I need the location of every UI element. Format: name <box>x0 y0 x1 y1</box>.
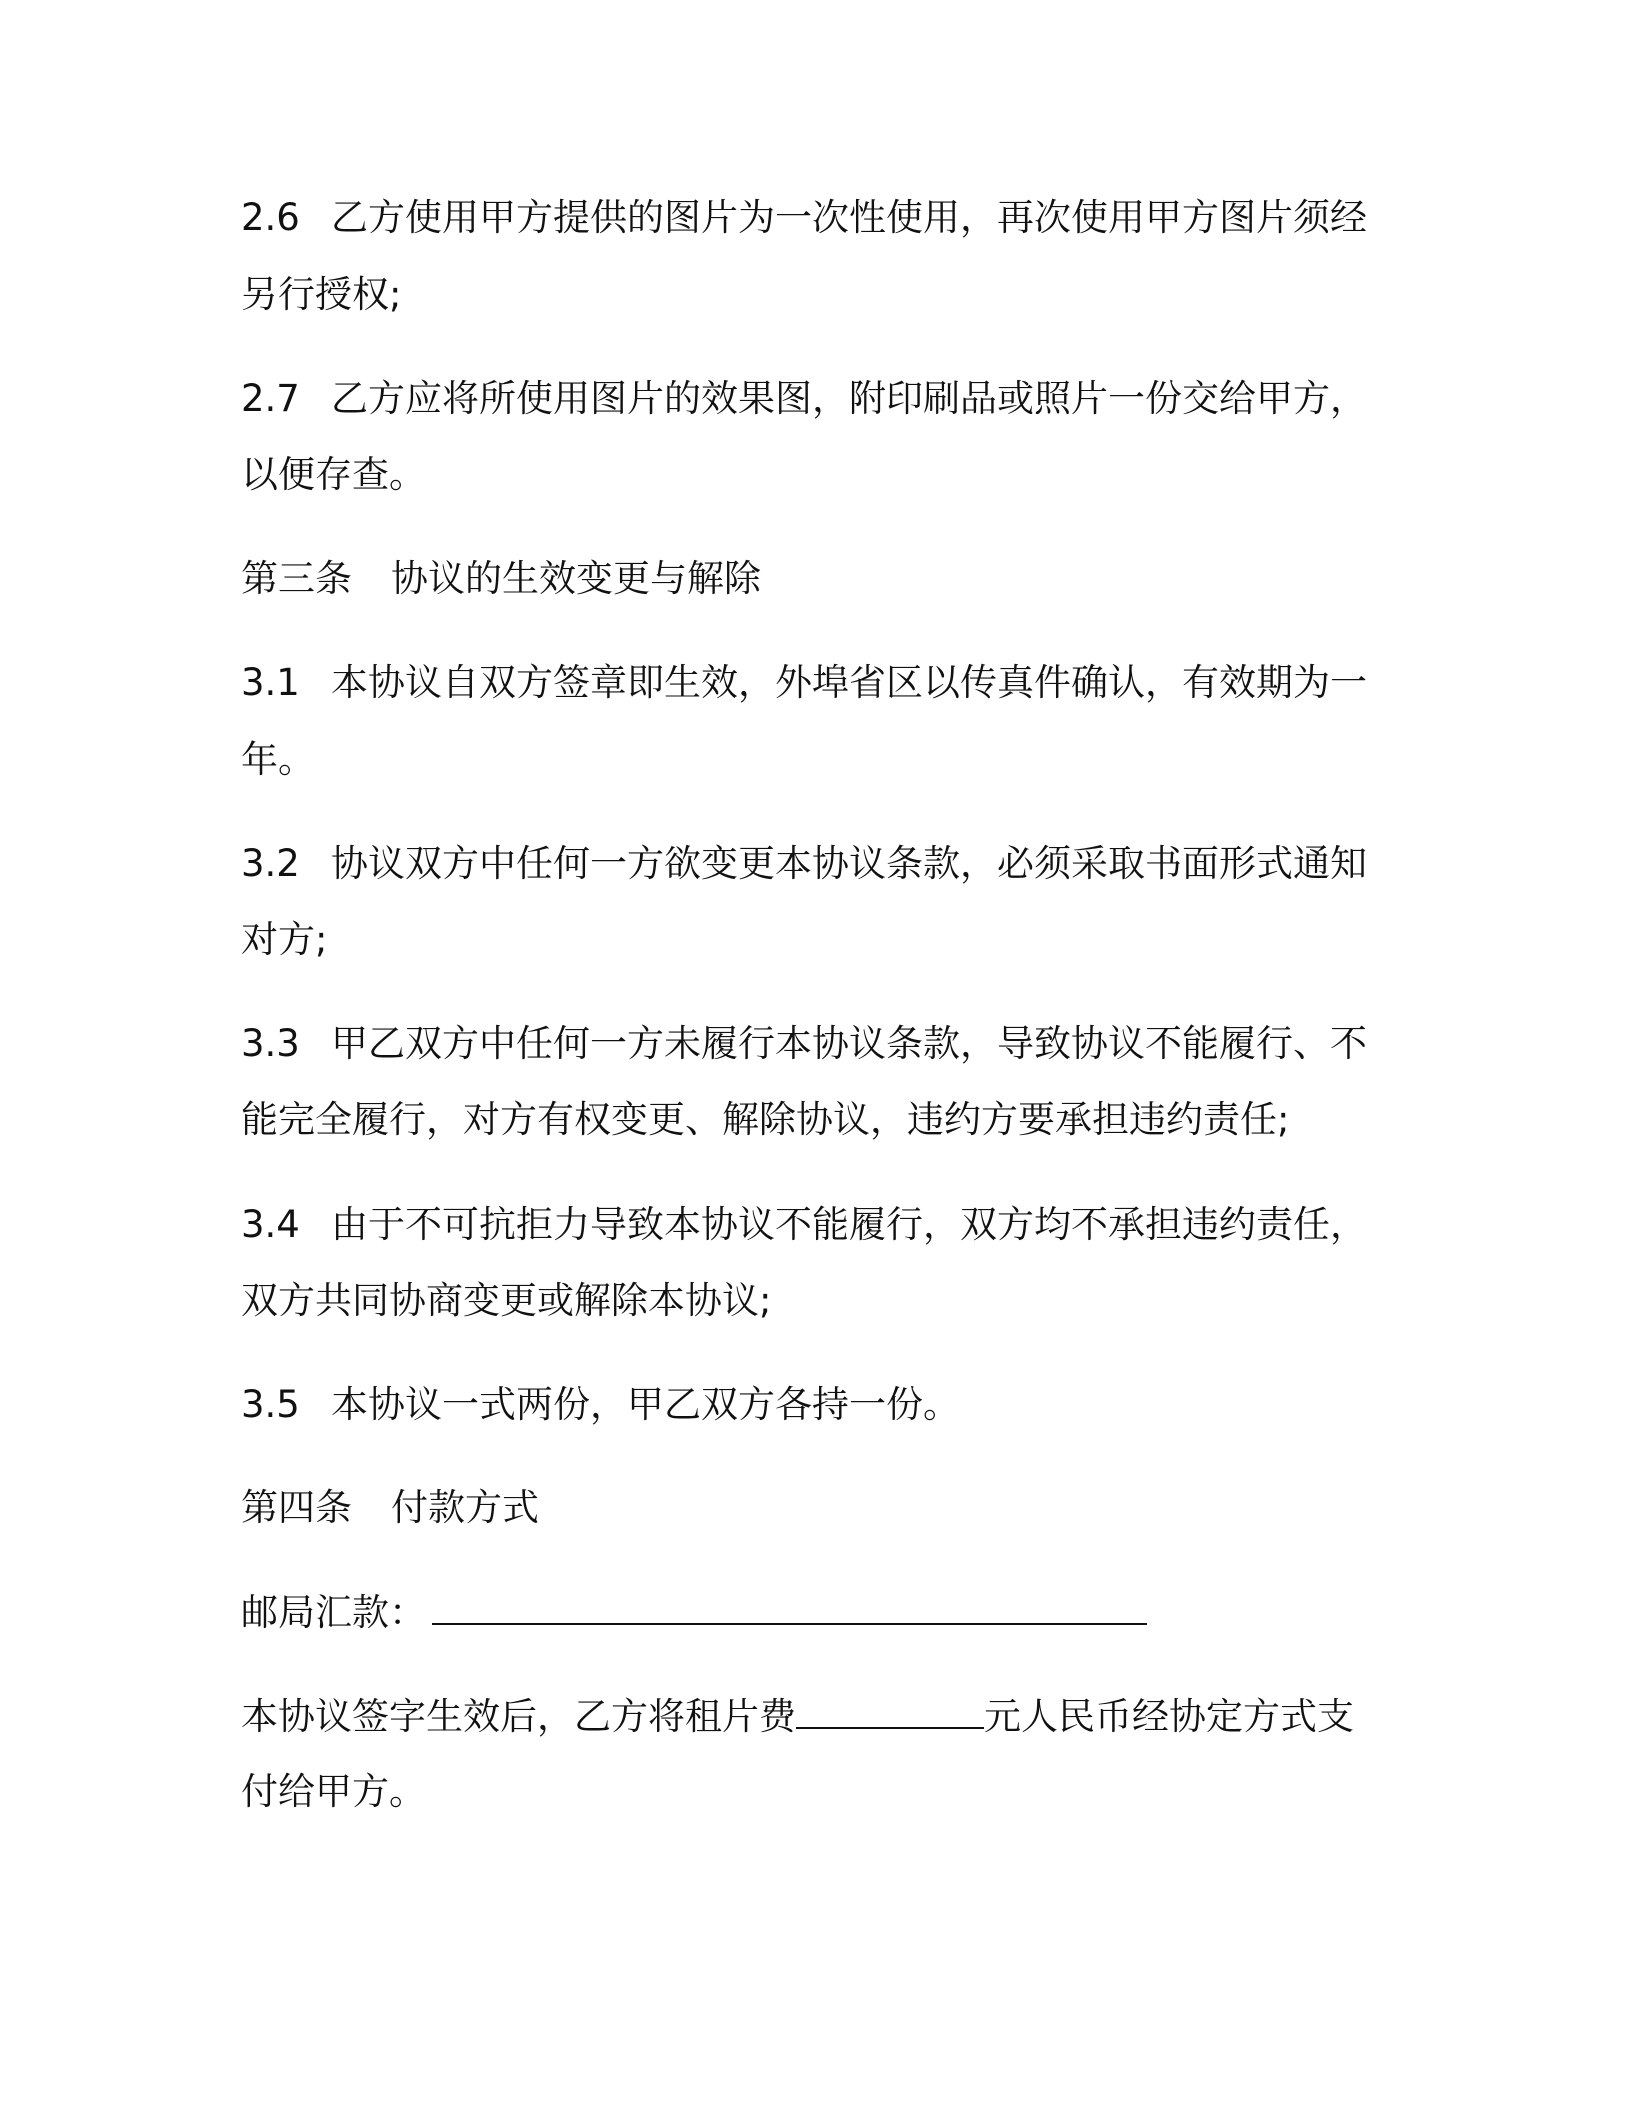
payment-text-before: 本协议签字生效后，乙方将租片费 <box>241 1695 796 1738</box>
clause-number: 2.6 <box>241 196 300 239</box>
payment-text-after: 元人民币经协定方式支 <box>984 1695 1354 1738</box>
clause-3-3-line-1 <box>241 1021 1401 1067</box>
payment-line-2: 付给甲方。 <box>241 1770 426 1813</box>
clause-3-4-line-2: 双方共同协商变更或解除本协议; <box>241 1279 772 1322</box>
clause-number: 3.1 <box>241 661 300 704</box>
article-label: 第三条 <box>241 557 352 600</box>
postal-remittance-blank <box>432 1589 1147 1625</box>
clause-2-6-line-1 <box>241 195 1401 241</box>
clause-2-7-line-2: 以便存查。 <box>241 453 426 496</box>
clause-number: 3.3 <box>241 1022 300 1065</box>
clause-text: 甲乙双方中任何一方未履行本协议条款，导致协议不能履行、不 <box>331 1022 1367 1065</box>
clause-3-2-line-2: 对方; <box>241 918 328 961</box>
clause-text: 本协议一式两份，甲乙双方各持一份。 <box>331 1383 960 1426</box>
article-label: 第四条 <box>241 1486 352 1529</box>
article-4-heading <box>241 1485 1401 1531</box>
postal-label: 邮局汇款： <box>241 1591 426 1634</box>
clause-number: 3.2 <box>241 842 300 885</box>
clause-3-1-line-1 <box>241 660 1401 706</box>
clause-text: 乙方应将所使用图片的效果图，附印刷品或照片一份交给甲方， <box>331 377 1367 420</box>
rental-fee-blank <box>796 1693 984 1729</box>
article-title: 付款方式 <box>391 1486 539 1529</box>
clause-2-7-line-1 <box>241 376 1401 422</box>
clause-3-2-line-1 <box>241 841 1401 887</box>
clause-text: 乙方使用甲方提供的图片为一次性使用，再次使用甲方图片须经 <box>331 196 1367 239</box>
clause-number: 3.5 <box>241 1383 300 1426</box>
article-title: 协议的生效变更与解除 <box>391 557 761 600</box>
clause-2-6-line-2: 另行授权; <box>241 273 402 316</box>
clause-number: 3.4 <box>241 1203 300 1246</box>
clause-3-1-line-2: 年。 <box>241 738 315 781</box>
clause-text: 由于不可抗拒力导致本协议不能履行，双方均不承担违约责任， <box>331 1203 1367 1246</box>
clause-3-4-line-1 <box>241 1202 1401 1248</box>
clause-3-3-line-2: 能完全履行，对方有权变更、解除协议，违约方要承担违约责任; <box>241 1098 1290 1141</box>
clause-number: 2.7 <box>241 377 300 420</box>
clause-3-5-line-1 <box>241 1382 1401 1428</box>
clause-text: 协议双方中任何一方欲变更本协议条款，必须采取书面形式通知 <box>331 842 1367 885</box>
payment-line-1 <box>241 1693 1401 1740</box>
postal-remittance-line <box>241 1589 1401 1636</box>
article-3-heading <box>241 556 1401 602</box>
clause-text: 本协议自双方签章即生效，外埠省区以传真件确认，有效期为一 <box>331 661 1367 704</box>
